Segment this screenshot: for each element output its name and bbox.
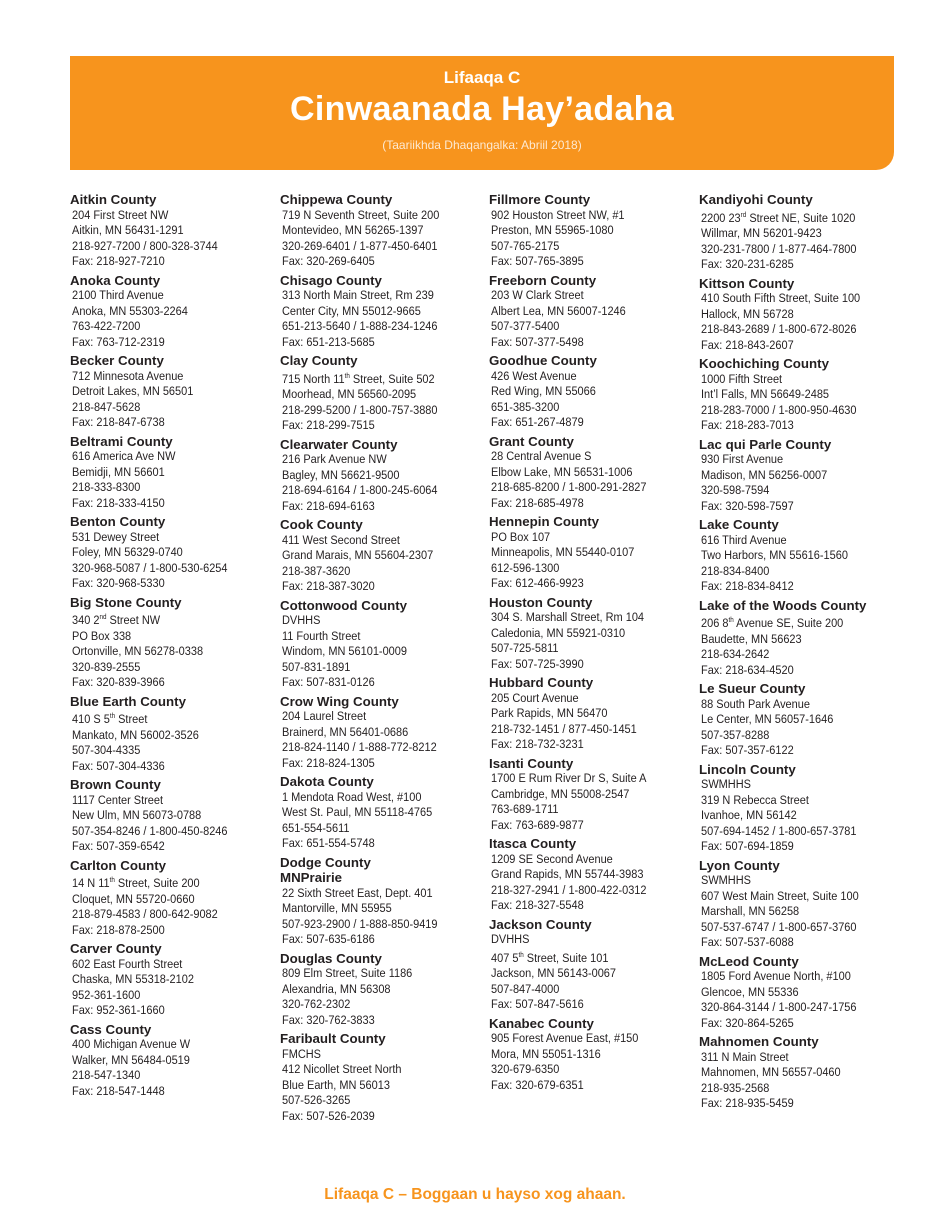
county-name: Big Stone County xyxy=(70,594,182,610)
county-name: McLeod County xyxy=(699,953,799,969)
county-name: Fillmore County xyxy=(489,192,591,207)
address-line: Bemidji, MN 56601 xyxy=(72,464,165,479)
county-name: Brown County xyxy=(70,777,161,793)
county-entry xyxy=(489,917,694,1013)
county-name: Itasca County xyxy=(489,836,577,851)
address-line: 218-299-5200 / 1-800-757-3880 xyxy=(282,402,438,417)
address-line: 2200 23rd Street NE, Suite 1020 xyxy=(701,210,856,225)
address-line: Fax: 218-878-2500 xyxy=(72,922,165,937)
address-line: 204 First Street NW xyxy=(72,207,169,222)
county-name: Douglas County xyxy=(280,950,382,966)
address-line: Fax: 218-834-8412 xyxy=(701,579,794,594)
county-entry xyxy=(489,595,694,673)
address-line: 320-968-5087 / 1-800-530-6254 xyxy=(72,560,228,575)
address-line: Fax: 320-598-7597 xyxy=(701,498,794,513)
address-line: Fax: 218-283-7013 xyxy=(701,418,794,433)
address-line: 651-554-5611 xyxy=(282,820,350,835)
address-line: 507-765-2175 xyxy=(491,238,560,253)
address-line: Two Harbors, MN 55616-1560 xyxy=(701,548,848,563)
address-line: 1209 SE Second Avenue xyxy=(491,851,613,866)
address-line: 218-927-7200 / 800-328-3744 xyxy=(72,238,218,253)
address-line: 426 West Avenue xyxy=(491,368,577,383)
page-footer: Lifaaqa C – Boggaan u hayso xog ahaan. xyxy=(324,1186,626,1203)
address-line: Le Center, MN 56057-1646 xyxy=(701,712,834,727)
county-entry xyxy=(70,694,275,775)
county-name: Kandiyohi County xyxy=(699,192,813,207)
address-line: 14 N 11th Street, Suite 200 xyxy=(72,876,200,891)
county-name: Faribault County xyxy=(280,1031,386,1047)
address-line: Fax: 507-526-2039 xyxy=(282,1108,375,1123)
address-line: 218-333-8300 xyxy=(72,480,141,494)
address-line: 905 Forest Avenue East, #150 xyxy=(491,1031,639,1046)
address-line: Fax: 218-824-1305 xyxy=(282,755,375,770)
address-line: 410 South Fifth Street, Suite 100 xyxy=(701,291,861,306)
effective-date: (Taariikhda Dhaqangalka: Abriil 2018) xyxy=(382,138,582,152)
address-line: Fax: 507-847-5616 xyxy=(491,997,584,1012)
address-line: Fax: 320-839-3966 xyxy=(72,675,165,690)
county-entry xyxy=(280,855,485,948)
address-line: Fax: 612-466-9923 xyxy=(491,576,584,590)
county-name: Kittson County xyxy=(699,275,795,291)
address-line: 712 Minnesota Avenue xyxy=(72,368,184,383)
address-line: 320-269-6401 / 1-877-450-6401 xyxy=(282,238,438,253)
county-name: Cook County xyxy=(280,517,363,533)
county-entry xyxy=(489,675,694,753)
address-line: 507-847-4000 xyxy=(491,981,560,996)
county-name: Chisago County xyxy=(280,272,382,288)
address-line: Mahnomen, MN 56557-0460 xyxy=(701,1065,841,1080)
address-line: Preston, MN 55965-1080 xyxy=(491,223,614,237)
address-line: Fax: 651-267-4879 xyxy=(491,415,584,429)
address-line: 507-377-5400 xyxy=(491,319,560,333)
address-line: 507-354-8246 / 1-800-450-8246 xyxy=(72,823,228,838)
county-entry xyxy=(280,774,485,852)
county-name: Anoka County xyxy=(70,272,161,288)
address-line: 88 South Park Avenue xyxy=(701,696,810,711)
county-entry xyxy=(699,517,904,595)
address-line: 218-847-5628 xyxy=(72,399,141,414)
county-entry xyxy=(280,273,485,351)
address-line: Fax: 507-359-6542 xyxy=(72,839,165,854)
county-name: Crow Wing County xyxy=(280,693,399,709)
address-line: 507-304-4335 xyxy=(72,743,141,758)
address-line: Fax: 320-864-5265 xyxy=(701,1015,794,1030)
address-line: 507-831-1891 xyxy=(282,659,351,674)
address-line: 218-685-8200 / 1-800-291-2827 xyxy=(491,480,647,494)
address-line: Fax: 952-361-1660 xyxy=(72,1003,165,1018)
county-name: Hennepin County xyxy=(489,514,600,529)
address-line: 902 Houston Street NW, #1 xyxy=(491,207,625,222)
county-name: Becker County xyxy=(70,353,164,368)
address-line: 1117 Center Street xyxy=(72,792,164,807)
county-name: Le Sueur County xyxy=(699,681,806,697)
county-entry xyxy=(489,273,694,351)
address-line: Fax: 320-231-6285 xyxy=(701,257,794,272)
address-line: Red Wing, MN 55066 xyxy=(491,384,596,398)
address-line: 612-596-1300 xyxy=(491,560,560,575)
address-line: 218-387-3620 xyxy=(282,563,351,578)
county-name: Lac qui Parle County xyxy=(699,436,832,452)
address-line: 2100 Third Avenue xyxy=(72,288,164,302)
county-entry xyxy=(70,514,275,592)
column-4 xyxy=(699,192,904,1115)
address-line: 602 East Fourth Street xyxy=(72,956,183,971)
county-entry xyxy=(489,756,694,834)
address-line: Center City, MN 55012-9665 xyxy=(282,303,421,318)
address-line: 216 Park Avenue NW xyxy=(282,452,387,467)
county-name: Lyon County xyxy=(699,857,780,873)
address-line: Fax: 218-847-6738 xyxy=(72,415,165,429)
address-line: Fax: 218-685-4978 xyxy=(491,495,584,510)
address-line: 203 W Clark Street xyxy=(491,288,584,302)
county-entry xyxy=(70,858,275,939)
county-name: Houston County xyxy=(489,594,593,610)
address-line: 411 West Second Street xyxy=(282,532,400,547)
address-line: Fax: 507-304-4336 xyxy=(72,758,165,773)
county-entry xyxy=(489,1016,694,1094)
address-line: Fax: 218-732-3231 xyxy=(491,737,584,751)
address-line: Montevideo, MN 56265-1397 xyxy=(282,223,424,237)
address-line: 763-689-1711 xyxy=(491,802,559,816)
address-line: Fax: 507-357-6122 xyxy=(701,743,794,758)
address-line: 809 Elm Street, Suite 1186 xyxy=(282,966,413,981)
appendix-label: Lifaaqa C xyxy=(443,68,521,87)
address-line: Fax: 320-968-5330 xyxy=(72,576,165,590)
county-name: Carver County xyxy=(70,941,162,957)
address-line: 320-762-2302 xyxy=(282,997,351,1012)
address-line: 218-283-7000 / 1-800-950-4630 xyxy=(701,402,857,417)
county-name: Jackson County xyxy=(489,916,592,932)
county-name: Koochiching County xyxy=(699,356,830,372)
address-line: Blue Earth, MN 56013 xyxy=(282,1077,390,1092)
address-line: Albert Lea, MN 56007-1246 xyxy=(491,303,626,318)
county-entry xyxy=(280,1031,485,1124)
address-line: 320-839-2555 xyxy=(72,659,141,674)
address-line: 218-935-2568 xyxy=(701,1080,770,1095)
address-line: Fax: 218-843-2607 xyxy=(701,337,794,352)
address-line: Baudette, MN 56623 xyxy=(701,631,802,646)
county-name: Isanti County xyxy=(489,755,574,771)
address-line: Mantorville, MN 55955 xyxy=(282,901,392,916)
county-name: Dodge County MNPrairie xyxy=(280,854,371,886)
address-line: 218-327-2941 / 1-800-422-0312 xyxy=(491,882,647,897)
county-entry xyxy=(489,836,694,914)
county-name: Goodhue County xyxy=(489,353,597,368)
address-line: FMCHS xyxy=(282,1046,322,1061)
address-line: 311 N Main Street xyxy=(701,1049,789,1064)
county-entry xyxy=(70,192,275,270)
address-line: 507-357-8288 xyxy=(701,727,770,742)
address-line: Foley, MN 56329-0740 xyxy=(72,545,183,559)
county-name: Kanabec County xyxy=(489,1015,594,1031)
address-line: Fax: 218-694-6163 xyxy=(282,498,375,513)
address-line: Windom, MN 56101-0009 xyxy=(282,644,407,659)
address-line: 1 Mendota Road West, #100 xyxy=(282,789,422,804)
county-name: Cass County xyxy=(70,1021,152,1037)
address-line: 218-879-4583 / 800-642-9082 xyxy=(72,907,218,922)
county-name: Chippewa County xyxy=(280,192,393,207)
address-line: 651-385-3200 xyxy=(491,399,560,414)
county-entry xyxy=(70,941,275,1019)
address-line: Alexandria, MN 56308 xyxy=(282,981,391,996)
address-line: Fax: 507-635-6186 xyxy=(282,932,375,947)
county-name: Mahnomen County xyxy=(699,1034,819,1050)
county-entry xyxy=(699,598,904,679)
address-line: 930 First Avenue xyxy=(701,452,784,467)
address-line: 320-598-7594 xyxy=(701,483,770,498)
address-line: Anoka, MN 55303-2264 xyxy=(72,303,188,318)
address-line: 715 North 11th Street, Suite 502 xyxy=(282,371,435,386)
address-line: 11 Fourth Street xyxy=(282,628,361,643)
address-line: Park Rapids, MN 56470 xyxy=(491,706,608,720)
address-line: 28 Central Avenue S xyxy=(491,449,592,463)
address-line: Chaska, MN 55318-2102 xyxy=(72,972,194,987)
address-line: 218-824-1140 / 1-888-772-8212 xyxy=(282,740,437,755)
address-line: Marshall, MN 56258 xyxy=(701,904,800,919)
address-line: 952-361-1600 xyxy=(72,987,141,1002)
address-line: 719 N Seventh Street, Suite 200 xyxy=(282,207,440,222)
address-line: 22 Sixth Street East, Dept. 401 xyxy=(282,885,433,900)
page-title: Cinwaanada Hay’adaha xyxy=(290,90,674,128)
address-line: Fax: 507-725-3990 xyxy=(491,656,584,671)
address-line: Grand Rapids, MN 55744-3983 xyxy=(491,867,644,881)
address-line: 304 S. Marshall Street, Rm 104 xyxy=(491,610,645,624)
column-2 xyxy=(280,192,485,1127)
county-name: Lake of the Woods County xyxy=(699,597,867,613)
address-line: 607 West Main Street, Suite 100 xyxy=(701,888,859,903)
address-line: 319 N Rebecca Street xyxy=(701,792,809,807)
address-line: 218-694-6164 / 1-800-245-6064 xyxy=(282,483,438,498)
address-line: 507-725-5811 xyxy=(491,641,559,655)
county-entry xyxy=(699,681,904,759)
address-line: Elbow Lake, MN 56531-1006 xyxy=(491,464,633,479)
county-entry xyxy=(280,192,485,270)
address-line: Fax: 218-327-5548 xyxy=(491,898,584,912)
address-line: 320-231-7800 / 1-877-464-7800 xyxy=(701,241,857,256)
county-entry xyxy=(70,1022,275,1100)
address-line: West St. Paul, MN 55118-4765 xyxy=(282,805,433,820)
county-entry xyxy=(70,777,275,855)
county-name: Benton County xyxy=(70,514,166,529)
address-line: 218-732-1451 / 877-450-1451 xyxy=(491,721,637,736)
address-line: 1000 Fifth Street xyxy=(701,371,783,386)
county-entry xyxy=(489,353,694,431)
address-line: New Ulm, MN 56073-0788 xyxy=(72,808,202,823)
county-entry xyxy=(489,434,694,512)
address-line: Cambridge, MN 55008-2547 xyxy=(491,786,630,801)
address-line: 507-694-1452 / 1-800-657-3781 xyxy=(701,823,857,838)
address-line: Glencoe, MN 55336 xyxy=(701,984,799,999)
address-line: 616 America Ave NW xyxy=(72,449,176,463)
address-line: 410 S 5th Street xyxy=(72,712,148,727)
address-line: Fax: 507-694-1859 xyxy=(701,839,794,854)
county-name: Beltrami County xyxy=(70,433,173,449)
address-line: SWMHHS xyxy=(701,873,751,888)
county-entry xyxy=(280,353,485,434)
county-entry xyxy=(699,954,904,1032)
address-line: PO Box 338 xyxy=(72,628,132,643)
address-line: 1700 E Rum River Dr S, Suite A xyxy=(491,771,647,785)
address-line: 340 2nd Street NW xyxy=(72,613,161,628)
address-line: Fax: 218-547-1448 xyxy=(72,1083,165,1098)
county-name: Dakota County xyxy=(280,774,374,790)
address-line: Aitkin, MN 56431-1291 xyxy=(72,223,184,237)
address-line: 531 Dewey Street xyxy=(72,529,160,544)
address-line: DVHHS xyxy=(282,613,321,628)
address-line: Fax: 218-935-5459 xyxy=(701,1096,794,1111)
county-entry xyxy=(699,356,904,434)
county-name: Cottonwood County xyxy=(280,597,408,613)
county-name: Freeborn County xyxy=(489,272,597,288)
address-line: Grand Marais, MN 55604-2307 xyxy=(282,548,434,563)
address-line: Fax: 763-712-2319 xyxy=(72,334,165,349)
address-line: Minneapolis, MN 55440-0107 xyxy=(491,545,635,559)
header-banner xyxy=(70,56,894,170)
county-name: Hubbard County xyxy=(489,675,594,690)
county-name: Carlton County xyxy=(70,857,167,873)
county-entry xyxy=(70,434,275,512)
address-line: Fax: 507-765-3895 xyxy=(491,254,584,268)
county-entry xyxy=(699,276,904,354)
county-entry xyxy=(70,353,275,431)
address-line: Cloquet, MN 55720-0660 xyxy=(72,891,195,906)
address-line: Fax: 218-387-3020 xyxy=(282,579,375,594)
county-name: Aitkin County xyxy=(70,192,157,207)
address-line: 763-422-7200 xyxy=(72,319,141,333)
county-entry xyxy=(280,437,485,515)
address-line: 218-547-1340 xyxy=(72,1068,141,1083)
column-3 xyxy=(489,192,694,1096)
county-name: Grant County xyxy=(489,433,574,449)
address-line: 218-843-2689 / 1-800-672-8026 xyxy=(701,322,857,337)
address-line: 507-923-2900 / 1-888-850-9419 xyxy=(282,916,438,931)
address-line: Fax: 507-831-0126 xyxy=(282,675,375,690)
county-name: Clearwater County xyxy=(280,436,398,452)
address-line: Fax: 651-554-5748 xyxy=(282,836,375,851)
address-line: Fax: 320-762-3833 xyxy=(282,1012,375,1027)
column-1 xyxy=(70,192,275,1102)
address-line: 218-834-8400 xyxy=(701,563,770,578)
address-line: PO Box 107 xyxy=(491,529,551,544)
address-line: Jackson, MN 56143-0067 xyxy=(491,966,617,981)
address-line: DVHHS xyxy=(491,932,530,946)
county-entry xyxy=(699,762,904,855)
county-entry xyxy=(489,514,694,592)
county-entry xyxy=(699,437,904,515)
address-line: Fax: 507-377-5498 xyxy=(491,334,584,349)
address-line: Fax: 218-333-4150 xyxy=(72,495,165,510)
address-line: Bagley, MN 56621-9500 xyxy=(282,467,400,482)
county-entry xyxy=(70,595,275,691)
address-line: Brainerd, MN 56401-0686 xyxy=(282,724,409,739)
address-line: Int’l Falls, MN 56649-2485 xyxy=(701,387,830,402)
address-line: 313 North Main Street, Rm 239 xyxy=(282,288,434,302)
address-line: 1805 Ford Avenue North, #100 xyxy=(701,969,851,984)
address-line: Mora, MN 55051-1316 xyxy=(491,1046,601,1061)
address-line: 204 Laurel Street xyxy=(282,709,367,724)
county-entry xyxy=(699,192,904,273)
county-entry xyxy=(489,192,694,270)
county-entry xyxy=(280,951,485,1029)
address-line: 412 Nicollet Street North xyxy=(282,1062,402,1077)
address-line: Hallock, MN 56728 xyxy=(701,306,794,321)
address-line: Madison, MN 56256-0007 xyxy=(701,467,828,482)
address-line: Fax: 651-213-5685 xyxy=(282,334,375,349)
county-name: Blue Earth County xyxy=(70,693,186,709)
address-line: Detroit Lakes, MN 56501 xyxy=(72,384,194,398)
county-name: Lake County xyxy=(699,517,779,533)
address-line: Fax: 218-634-4520 xyxy=(701,662,794,677)
address-line: 400 Michigan Avenue W xyxy=(72,1037,191,1052)
county-entry xyxy=(699,858,904,951)
county-entry xyxy=(280,517,485,595)
address-line: 218-634-2642 xyxy=(701,647,770,662)
address-line: Fax: 218-299-7515 xyxy=(282,418,375,433)
county-name: Lincoln County xyxy=(699,761,796,777)
address-line: SWMHHS xyxy=(701,777,751,792)
address-line: Ivanhoe, MN 56142 xyxy=(701,808,797,823)
county-entry xyxy=(280,694,485,772)
county-entry xyxy=(699,1034,904,1112)
address-line: Willmar, MN 56201-9423 xyxy=(701,226,822,241)
address-line: Fax: 763-689-9877 xyxy=(491,817,584,832)
county-name: Clay County xyxy=(280,353,358,368)
address-line: 507-526-3265 xyxy=(282,1093,351,1108)
address-line: 507-537-6747 / 1-800-657-3760 xyxy=(701,919,857,934)
county-entry xyxy=(70,273,275,351)
address-line: Ortonville, MN 56278-0338 xyxy=(72,644,204,659)
address-line: Fax: 507-537-6088 xyxy=(701,935,794,950)
address-line: Walker, MN 56484-0519 xyxy=(72,1052,190,1067)
address-line: Fax: 320-269-6405 xyxy=(282,254,375,268)
county-entry xyxy=(280,598,485,691)
address-line: 205 Court Avenue xyxy=(491,690,579,705)
address-line: 206 8th Avenue SE, Suite 200 xyxy=(701,616,844,631)
address-line: 320-679-6350 xyxy=(491,1062,560,1077)
address-line: Fax: 218-927-7210 xyxy=(72,254,165,268)
address-line: 320-864-3144 / 1-800-247-1756 xyxy=(701,1000,857,1015)
address-line: Fax: 320-679-6351 xyxy=(491,1077,584,1092)
address-line: Mankato, MN 56002-3526 xyxy=(72,727,199,742)
address-line: Caledonia, MN 55921-0310 xyxy=(491,625,626,640)
address-line: 616 Third Avenue xyxy=(701,532,787,547)
address-line: 651-213-5640 / 1-888-234-1246 xyxy=(282,319,438,333)
address-line: 407 5th Street, Suite 101 xyxy=(491,950,609,965)
address-line: Moorhead, MN 56560-2095 xyxy=(282,387,417,402)
